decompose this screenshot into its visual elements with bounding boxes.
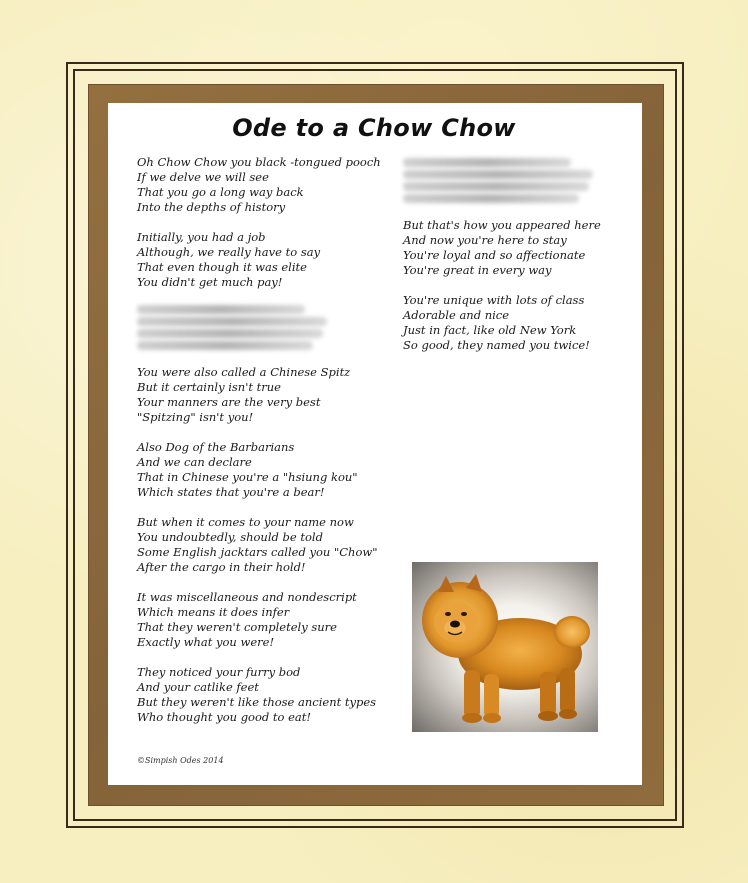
poem-line: Which means it does infer (137, 605, 290, 619)
poem-line: You were also called a Chinese Spitz (137, 365, 351, 379)
poem-line: Your manners are the very best (137, 395, 321, 409)
poem-line: But when it comes to your name now (137, 515, 354, 529)
poem-title: Ode to a Chow Chow (232, 114, 516, 142)
poem-stanza (137, 515, 387, 575)
blurred-line (403, 182, 589, 191)
poem-line: Into the depths of history (137, 200, 286, 214)
poem-line: Just in fact, like old New York (403, 323, 577, 337)
poem-left-column (137, 155, 387, 740)
poem-line: You undoubtedly, should be told (137, 530, 323, 544)
poem-line: And we can declare (137, 455, 252, 469)
poem-line: "Spitzing" isn't you! (137, 410, 254, 424)
poem-stanza (137, 230, 387, 290)
chow-chow-photo (412, 562, 598, 732)
poem-line: So good, they named you twice! (403, 338, 590, 352)
poem-line: Who thought you good to eat! (137, 710, 312, 724)
poem-line: That even though it was elite (137, 260, 307, 274)
poem-line: Initially, you had a job (137, 230, 266, 244)
blurred-stanza (403, 158, 633, 203)
poem-line: Some English jacktars called you "Chow" (137, 545, 378, 559)
poem-line: Exactly what you were! (137, 635, 275, 649)
poem-stanza (403, 218, 633, 278)
poem-stanza (137, 590, 387, 650)
poem-line: Although, we really have to say (137, 245, 321, 259)
poem-line: That you go a long way back (137, 185, 304, 199)
copyright-notice: ©Simpish Odes 2014 (137, 756, 224, 765)
blurred-line (403, 170, 593, 179)
poem-line: You're great in every way (403, 263, 552, 277)
blurred-line (137, 305, 305, 314)
poem-line: You didn't get much pay! (137, 275, 283, 289)
blurred-stanza (137, 305, 387, 350)
poem-line: Adorable and nice (403, 308, 510, 322)
poem-right-column (403, 155, 633, 368)
poem-stanza (137, 155, 387, 215)
poem-line: But it certainly isn't true (137, 380, 281, 394)
blurred-line (137, 341, 313, 350)
blurred-line (403, 158, 571, 167)
poem-line: But that's how you appeared here (403, 218, 601, 232)
poem-stanza (137, 665, 387, 725)
poem-line: It was miscellaneous and nondescript (137, 590, 357, 604)
poem-stanza (403, 293, 633, 353)
poem-line: If we delve we will see (137, 170, 269, 184)
chow-chow-dog-illustration (412, 562, 598, 732)
poem-line: That they weren't completely sure (137, 620, 337, 634)
poem-line: You're unique with lots of class (403, 293, 585, 307)
poem-stanza (137, 440, 387, 500)
poem-line: And your catlike feet (137, 680, 259, 694)
blurred-line (137, 317, 327, 326)
poem-line: That in Chinese you're a "hsiung kou" (137, 470, 358, 484)
poem-line: Oh Chow Chow you black -tongued pooch (137, 155, 381, 169)
poem-stanza (137, 365, 387, 425)
poem-line: Which states that you're a bear! (137, 485, 325, 499)
poem-line: But they weren't like those ancient types (137, 695, 377, 709)
poem-line: They noticed your furry bod (137, 665, 301, 679)
poem-line: Also Dog of the Barbarians (137, 440, 295, 454)
poem-line: You're loyal and so affectionate (403, 248, 586, 262)
poem-line: After the cargo in their hold! (137, 560, 306, 574)
blurred-line (137, 329, 323, 338)
blurred-line (403, 194, 579, 203)
poem-line: And now you're here to stay (403, 233, 567, 247)
